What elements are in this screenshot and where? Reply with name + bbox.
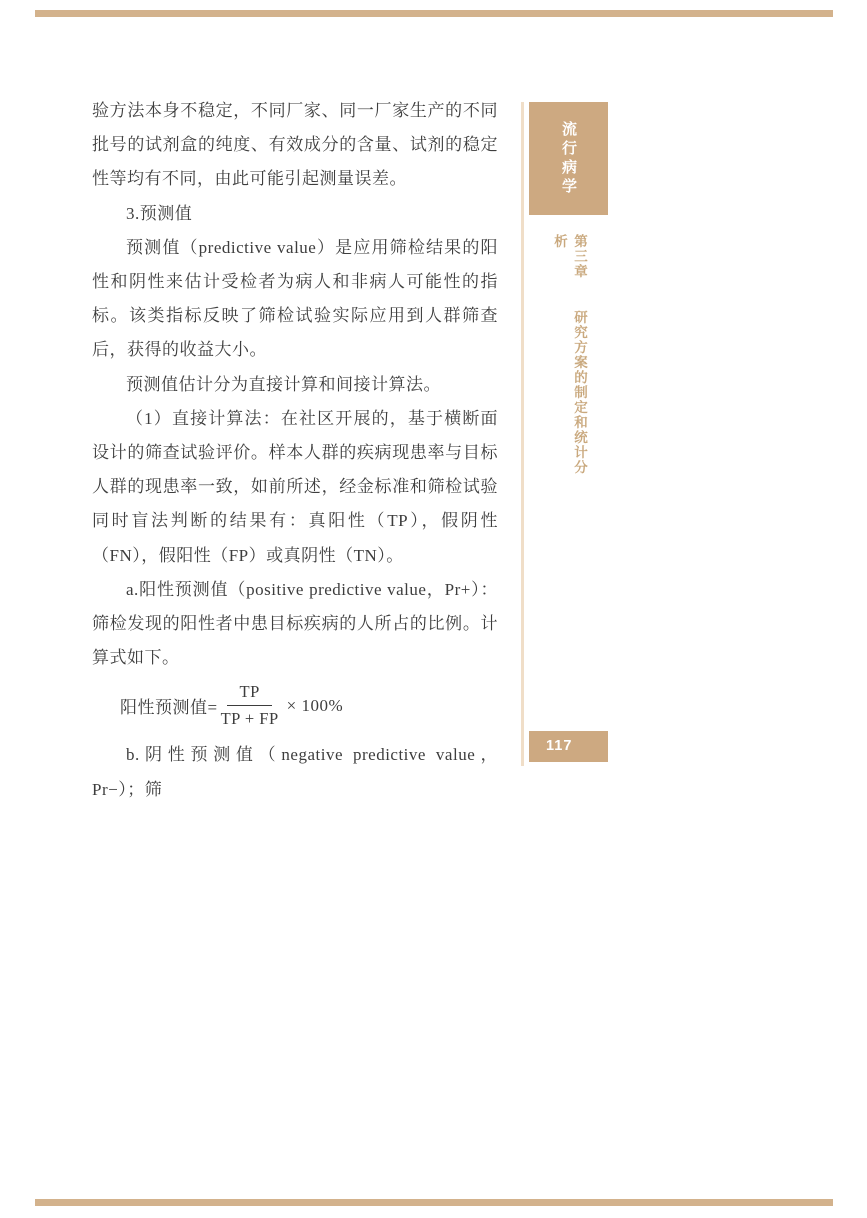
body-paragraph: b.阴性预测值（negative predictive value，Pr−）；筛 xyxy=(92,745,498,799)
body-paragraph: （1）直接计算法：在社区开展的，基于横断面设计的筛查试验评价。样本人群的疾病现患率与目标人群的现患率一致，如前所述，经金标准和筛检试验同时盲法判断的结果有：真阳性（TP），假阴性（FN），假阳性（FP）或真阴性（TN）。 xyxy=(92,408,498,565)
page-number-tab xyxy=(529,731,608,762)
fraction-denominator: TP + FP xyxy=(220,709,279,729)
body-paragraph: 预测值（predictive value）是应用筛检结果的阳性和阴性来估计受检者为病人和非病人可能性的指标。该类指标反映了筛检试验实际应用到人群筛查后，获得的收益大小。 xyxy=(92,237,498,360)
bottom-decorative-rule xyxy=(35,1199,833,1206)
body-paragraph: a.阳性预测值（positive predictive value，Pr+）：筛检发现的阳性者中患目标疾病的人所占的比例。计算式如下。 xyxy=(92,579,498,668)
body-text-column xyxy=(92,94,498,807)
sidebar-divider-line xyxy=(521,102,524,766)
formula-block xyxy=(120,682,498,729)
section-heading: 3.预测值 xyxy=(126,203,193,223)
formula-lhs: 阳性预测值= xyxy=(120,698,218,718)
book-title-tab xyxy=(529,102,608,215)
chapter-title: 研究方案的制定和统计分析 xyxy=(552,234,587,475)
book-title-vertical-text: 流行病学 xyxy=(560,120,577,197)
top-decorative-rule xyxy=(35,10,833,17)
fraction-numerator: TP xyxy=(227,682,271,706)
page-number: 117 xyxy=(546,738,573,754)
body-paragraph: 验方法本身不稳定，不同厂家、同一厂家生产的不同批号的试剂盒的纯度、有效成分的含量、试剂的稳定性等均有不同，由此可能引起测量误差。 xyxy=(92,101,498,189)
chapter-vertical-text xyxy=(549,234,589,484)
formula-suffix: × 100% xyxy=(286,695,344,715)
fraction xyxy=(221,682,279,729)
body-paragraph: 预测值估计分为直接计算和间接计算法。 xyxy=(126,374,441,394)
chapter-number: 第三章 xyxy=(572,234,587,279)
